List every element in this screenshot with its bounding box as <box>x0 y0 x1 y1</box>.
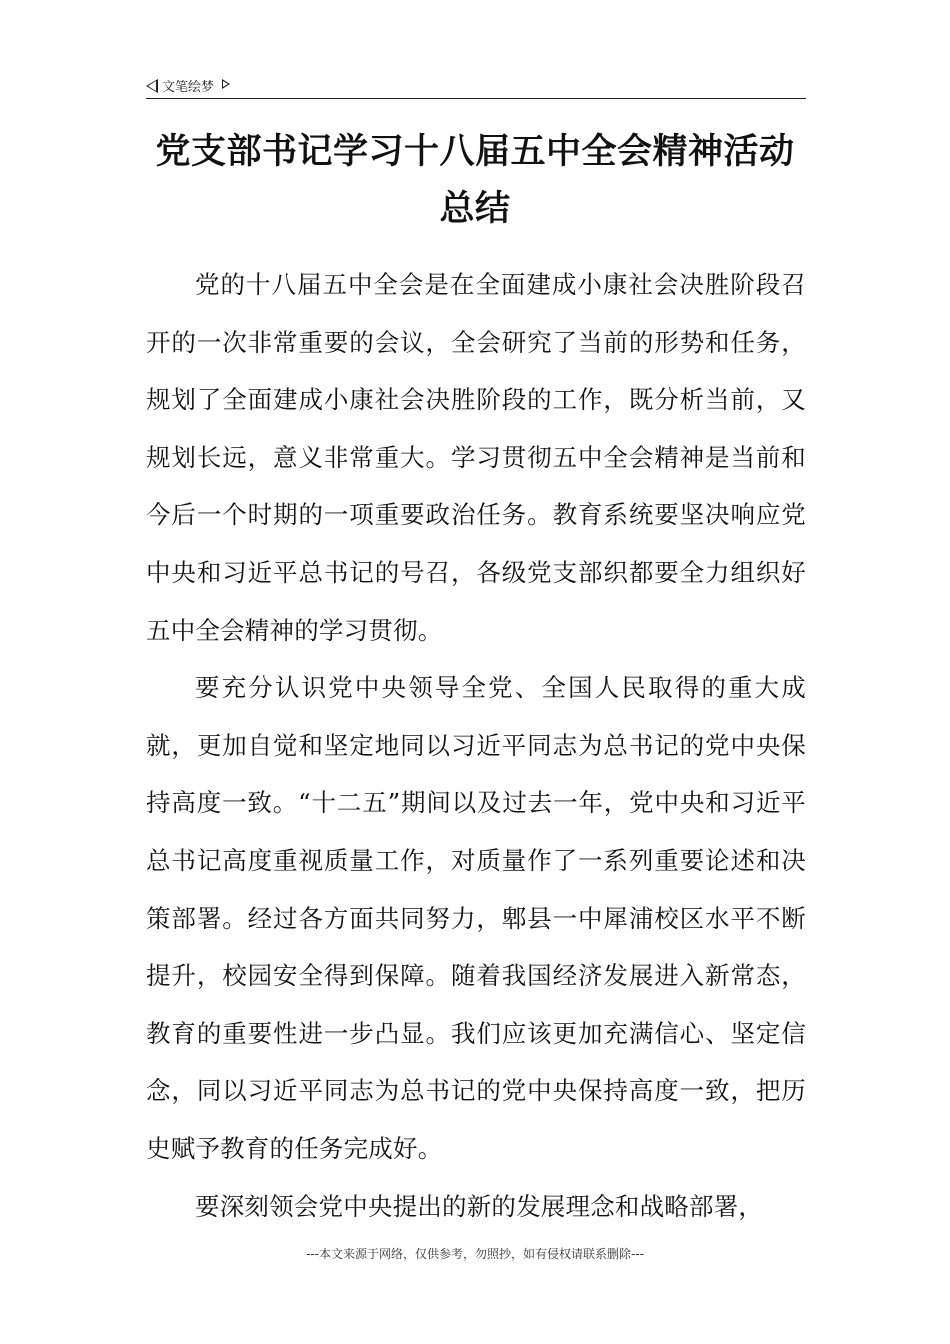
footer-disclaimer: ---本文来源于网络，仅供参考，勿照抄，如有侵权请联系删除--- <box>306 1247 644 1261</box>
right-triangle-icon <box>222 79 230 89</box>
paragraph-2: 要充分认识党中央领导全党、全国人民取得的重大成就，更加自觉和坚定地同以习近平同志为总书记的党中央保持高度一致。“十二五”期间以及过去一年，党中央和习近平总书记高度重视质量工作，对质量作了一系列重要论述和决策部署。经过各方面共同努力，郫县一中犀浦校区水平不断提升，校园安全得到保障。随着我国经济发展进入新常态，教育的重要性进一步凸显。我们应该更加充满信心、坚定信念，同以习近平同志为总书记的党中央保持高度一致，把历史赋予教育的任务完成好。 <box>146 673 806 1163</box>
document-body <box>146 256 806 1235</box>
document-title: 党支部书记学习十八届五中全会精神活动总结 <box>155 132 795 229</box>
paragraph-1: 党的十八届五中全会是在全面建成小康社会决胜阶段召开的一次非常重要的会议，全会研究了当前的形势和任务，规划了全面建成小康社会决胜阶段的工作，既分析当前，又规划长远，意义非常重大。学习贯彻五中全会精神是当前和今后一个时期的一项重要政治任务。教育系统要坚决响应党中央和习近平总书记的号召，各级党支部织都要全力组织好五中全会精神的学习贯彻。 <box>146 270 806 645</box>
left-triangle-icon <box>146 79 158 93</box>
paragraph-3: 要深刻领会党中央提出的新的发展理念和战略部署， <box>195 1191 764 1221</box>
page-header <box>146 74 806 99</box>
header-label: 文笔绘梦 <box>162 80 215 95</box>
header-brand <box>146 76 230 95</box>
